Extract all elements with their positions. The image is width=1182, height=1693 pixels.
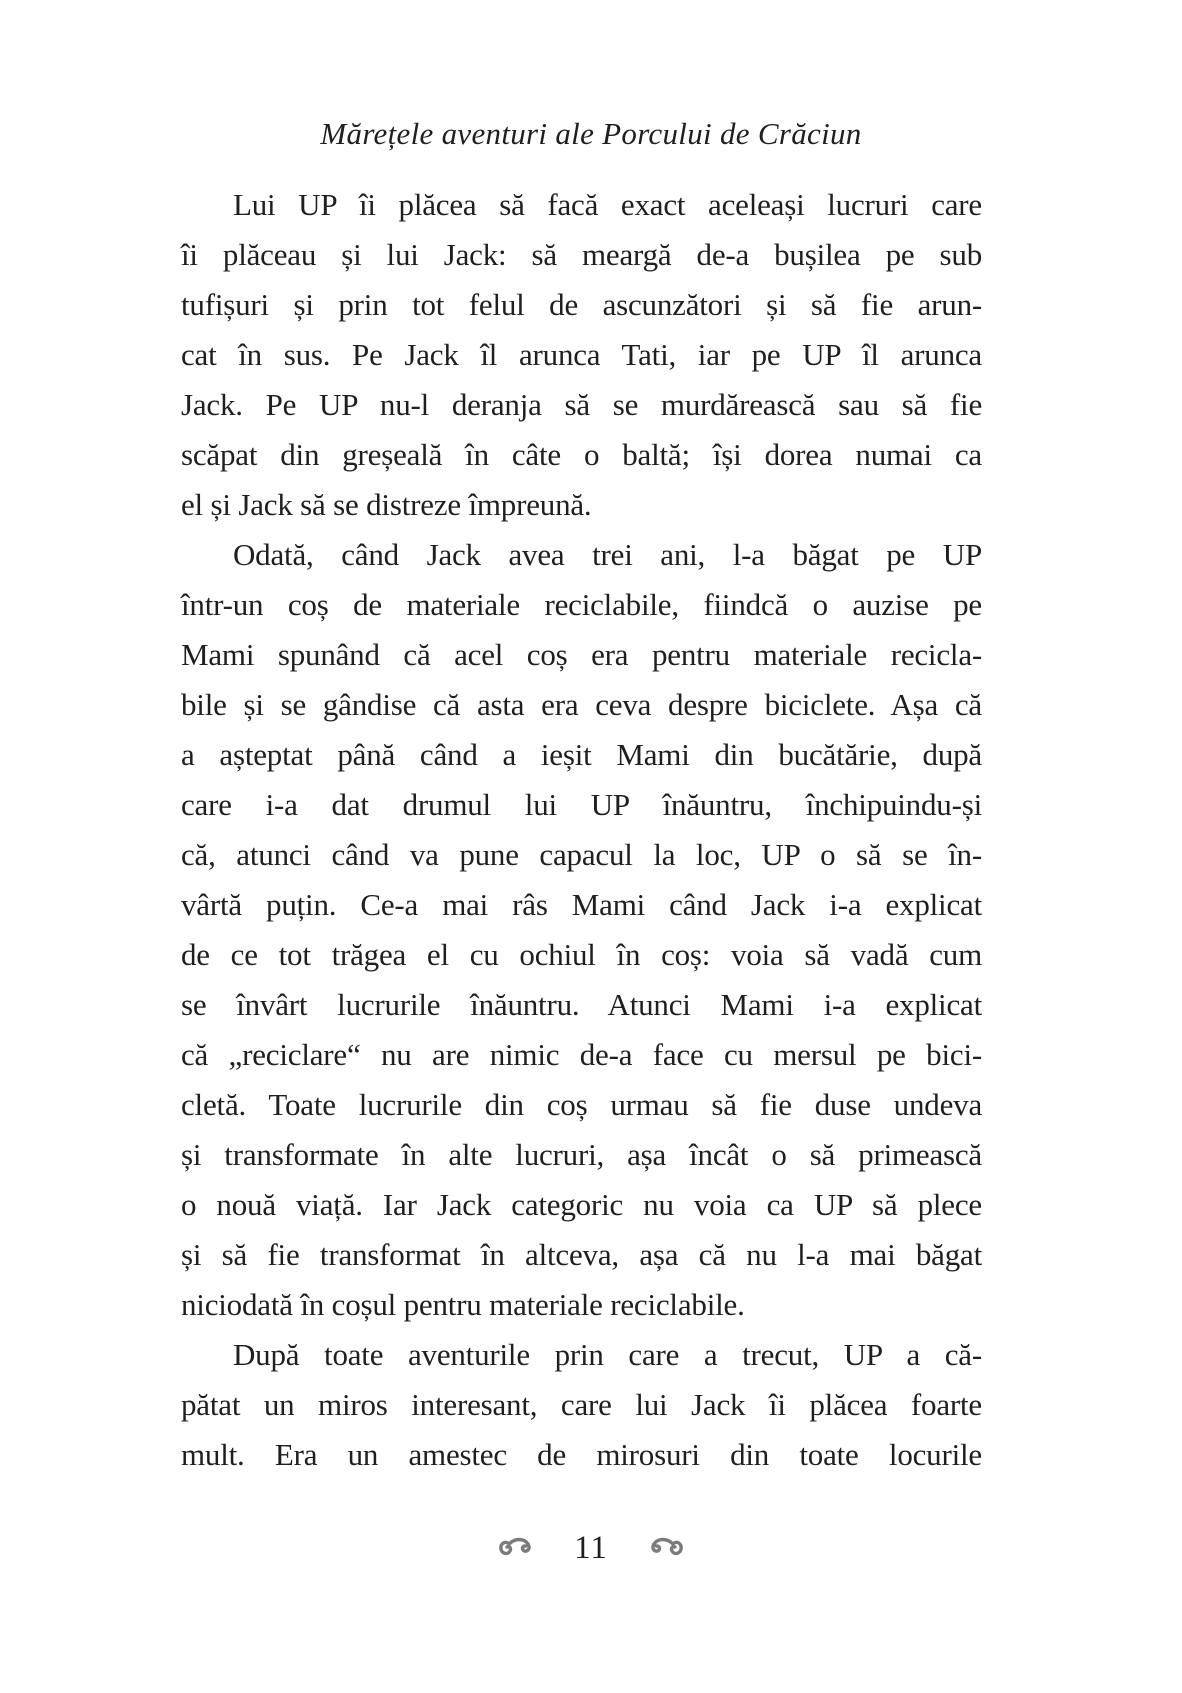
text-line: Odată, când Jack avea trei ani, l-a băgat pe UP	[233, 537, 982, 572]
paragraph	[181, 1330, 982, 1480]
text-line: și transformate în alte lucruri, așa încât o să primească	[181, 1137, 982, 1172]
text-line: Mami spunând că acel coș era pentru materiale recicla-	[181, 637, 982, 672]
paragraph	[181, 180, 982, 530]
page-number: 11	[574, 1530, 608, 1566]
text-line: se învârt lucrurile înăuntru. Atunci Mami i-a explicat	[181, 987, 982, 1022]
text-line: îi plăceau și lui Jack: să meargă de-a bușilea pe sub	[181, 237, 982, 272]
text-line: cat în sus. Pe Jack îl arunca Tati, iar pe UP îl arunca	[181, 337, 982, 372]
text-line: el și Jack să se distreze împreună.	[181, 487, 592, 522]
paragraph	[181, 530, 982, 1330]
body-text	[181, 180, 982, 1480]
page-footer	[0, 1524, 1182, 1572]
text-line: Lui UP îi plăcea să facă exact aceleași lucruri care	[233, 187, 982, 222]
text-line: tufișuri și prin tot felul de ascunzători și să fie arun-	[181, 287, 982, 322]
text-line: pătat un miros interesant, care lui Jack îi plăcea foarte	[181, 1387, 982, 1422]
text-line: scăpat din greșeală în câte o baltă; își dorea numai ca	[181, 437, 982, 472]
text-line: într-un coș de materiale reciclabile, fiindcă o auzise pe	[181, 587, 982, 622]
text-line: că, atunci când va pune capacul la loc, UP o să se în-	[181, 837, 982, 872]
text-line: vârtă puțin. Ce-a mai râs Mami când Jack i-a explicat	[181, 887, 982, 922]
text-line: și să fie transformat în altceva, așa că nu l-a mai băgat	[181, 1237, 982, 1272]
text-line: că „reciclare“ nu are nimic de-a face cu mersul pe bici-	[181, 1037, 982, 1072]
text-line: cletă. Toate lucrurile din coș urmau să fie duse undeva	[181, 1087, 982, 1122]
running-title: Mărețele aventuri ale Porcului de Crăciun	[320, 116, 862, 151]
text-line: o nouă viață. Iar Jack categoric nu voia ca UP să plece	[181, 1187, 982, 1222]
text-line: bile și se gândise că asta era ceva despre biciclete. Așa că	[181, 687, 982, 722]
swirl-flourish-left-icon	[498, 1535, 538, 1562]
text-line: mult. Era un amestec de mirosuri din toate locurile	[181, 1437, 982, 1472]
text-line: Jack. Pe UP nu-l deranja să se murdărească sau să fie	[181, 387, 982, 422]
swirl-flourish-right-icon	[644, 1535, 684, 1562]
text-line: După toate aventurile prin care a trecut, UP a că-	[233, 1337, 982, 1372]
text-line: a așteptat până când a ieșit Mami din bucătărie, după	[181, 737, 982, 772]
text-line: de ce tot trăgea el cu ochiul în coș: voia să vadă cum	[181, 937, 982, 972]
text-line: care i-a dat drumul lui UP înăuntru, închipuindu-și	[181, 787, 982, 822]
text-line: niciodată în coșul pentru materiale reciclabile.	[181, 1287, 745, 1322]
